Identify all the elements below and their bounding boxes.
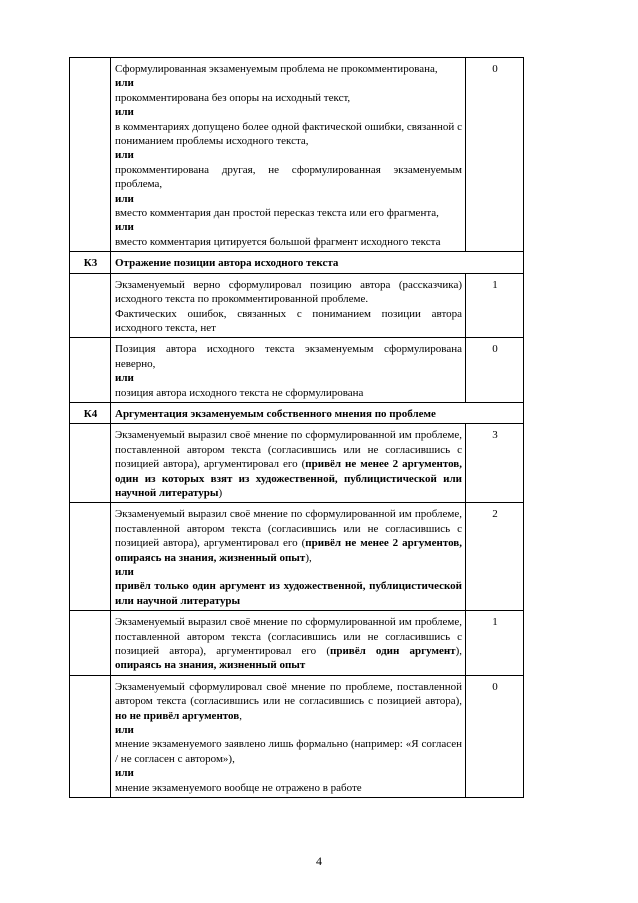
- or-label: или: [115, 372, 134, 385]
- desc-line: прокомментирована другая, не сформулированная экзаменуемым проблема,: [115, 163, 462, 191]
- desc-text: Экзаменуемый выразил своё мнение по сформулированной им проблеме, поставленной автором текста (согласившись или не согласившись с позицией автора), аргументировал его (: [115, 429, 462, 471]
- score-cell: 0: [466, 338, 524, 403]
- desc-text: ): [218, 486, 223, 499]
- criterion-title: Аргументация экзаменуемым собственного мнения по проблеме: [111, 402, 524, 423]
- score-cell: 3: [466, 424, 524, 503]
- desc-text: Экзаменуемый выразил своё мнение по сформулированной им проблеме, поставленной автором текста (согласившись или не согласившись с позицией автора), аргументировал его (: [115, 508, 462, 550]
- k2-score-0-description: [111, 58, 466, 252]
- or-label: или: [115, 221, 134, 234]
- empty-code-cell: [70, 338, 111, 403]
- k4-score-0-row: [70, 675, 524, 797]
- empty-code-cell: [70, 273, 111, 338]
- desc-bold-text: привёл не менее 2 аргументов, опираясь на знания, жизненный опыт: [115, 537, 462, 564]
- k4-score-1-description: [111, 611, 466, 676]
- k4-score-2-row: [70, 503, 524, 611]
- k3-score-1-row: [70, 273, 524, 338]
- score-cell: 0: [466, 58, 524, 252]
- desc-text: ),: [305, 551, 312, 564]
- or-label: или: [115, 767, 134, 780]
- k4-score-3-row: [70, 424, 524, 503]
- k4-score-3-description: [111, 424, 466, 503]
- k4-score-1-row: [70, 611, 524, 676]
- desc-line: в комментариях допущено более одной фактической ошибки, связанной с пониманием проблемы исходного текста,: [115, 120, 462, 148]
- desc-text: ,: [239, 709, 242, 722]
- or-label: или: [115, 192, 134, 205]
- k4-score-2-description: [111, 503, 466, 611]
- criterion-code: К3: [70, 252, 111, 273]
- desc-line: прокомментирована без опоры на исходный текст,: [115, 91, 351, 104]
- desc-paragraph: мнение экзаменуемого вообще не отражено в работе: [115, 781, 362, 794]
- k4-header-row: [70, 402, 524, 423]
- page-number: 4: [316, 854, 322, 868]
- or-label: или: [115, 149, 134, 162]
- or-label: или: [115, 106, 134, 119]
- empty-code-cell: [70, 675, 111, 797]
- desc-bold-text: привёл только один аргумент из художественной, публицистической или научной литературы: [115, 580, 462, 607]
- score-cell: 1: [466, 611, 524, 676]
- or-label: или: [115, 566, 134, 578]
- empty-code-cell: [70, 424, 111, 503]
- k3-header-row: [70, 252, 524, 273]
- score-cell: 1: [466, 273, 524, 338]
- k4-score-0-description: [111, 675, 466, 797]
- k3-score-1-description: [111, 273, 466, 338]
- desc-paragraph: Фактических ошибок, связанных с пониманием позиции автора исходного текста, нет: [115, 307, 462, 334]
- desc-paragraph: Экзаменуемый верно сформулировал позицию автора (рассказчика) исходного текста по прокомментированной проблеме.: [115, 278, 462, 306]
- empty-code-cell: [70, 503, 111, 611]
- score-cell: 2: [466, 503, 524, 611]
- desc-bold-text: но не привёл аргументов: [115, 709, 240, 722]
- desc-paragraph: Позиция автора исходного текста экзаменуемым сформулирована неверно,: [115, 343, 462, 370]
- desc-text: Экзаменуемый сформулировал своё мнение по проблеме, поставленной автором текста (согласившись или не согласившись с позицией автора),: [115, 680, 462, 708]
- k3-score-0-description: [111, 338, 466, 403]
- desc-bold-text: привёл не менее 2 аргументов, один из которых взят из художественной, публицистической или научной литературы: [115, 458, 462, 499]
- desc-bold-text: привёл один аргумент: [329, 645, 456, 658]
- criterion-title: Отражение позиции автора исходного текста: [111, 252, 524, 273]
- empty-code-cell: [70, 58, 111, 252]
- criteria-table: [69, 57, 524, 798]
- desc-line: вместо комментария дан простой пересказ текста или его фрагмента,: [115, 207, 439, 220]
- criterion-code: К4: [70, 402, 111, 423]
- desc-line: вместо комментария цитируется большой фрагмент исходного текста: [115, 235, 441, 248]
- desc-text: ),: [455, 645, 462, 658]
- desc-paragraph: мнение экзаменуемого заявлено лишь формально (например: «Я согласен / не согласен с автором»),: [115, 738, 462, 765]
- empty-code-cell: [70, 611, 111, 676]
- desc-text: Экзаменуемый выразил своё мнение по сформулированной им проблеме, поставленной автором текста (согласившись или не согласившись с позицией автора), аргументировал его (: [115, 616, 462, 658]
- or-label: или: [115, 77, 134, 90]
- k3-score-0-row: [70, 338, 524, 403]
- desc-line: Сформулированная экзаменуемым проблема не прокомментирована,: [115, 63, 438, 75]
- k2-score-0-row: [70, 58, 524, 252]
- or-label: или: [115, 724, 134, 737]
- score-cell: 0: [466, 675, 524, 797]
- desc-bold-text: опираясь на знания, жизненный опыт: [115, 659, 306, 672]
- desc-paragraph: позиция автора исходного текста не сформулирована: [115, 386, 364, 399]
